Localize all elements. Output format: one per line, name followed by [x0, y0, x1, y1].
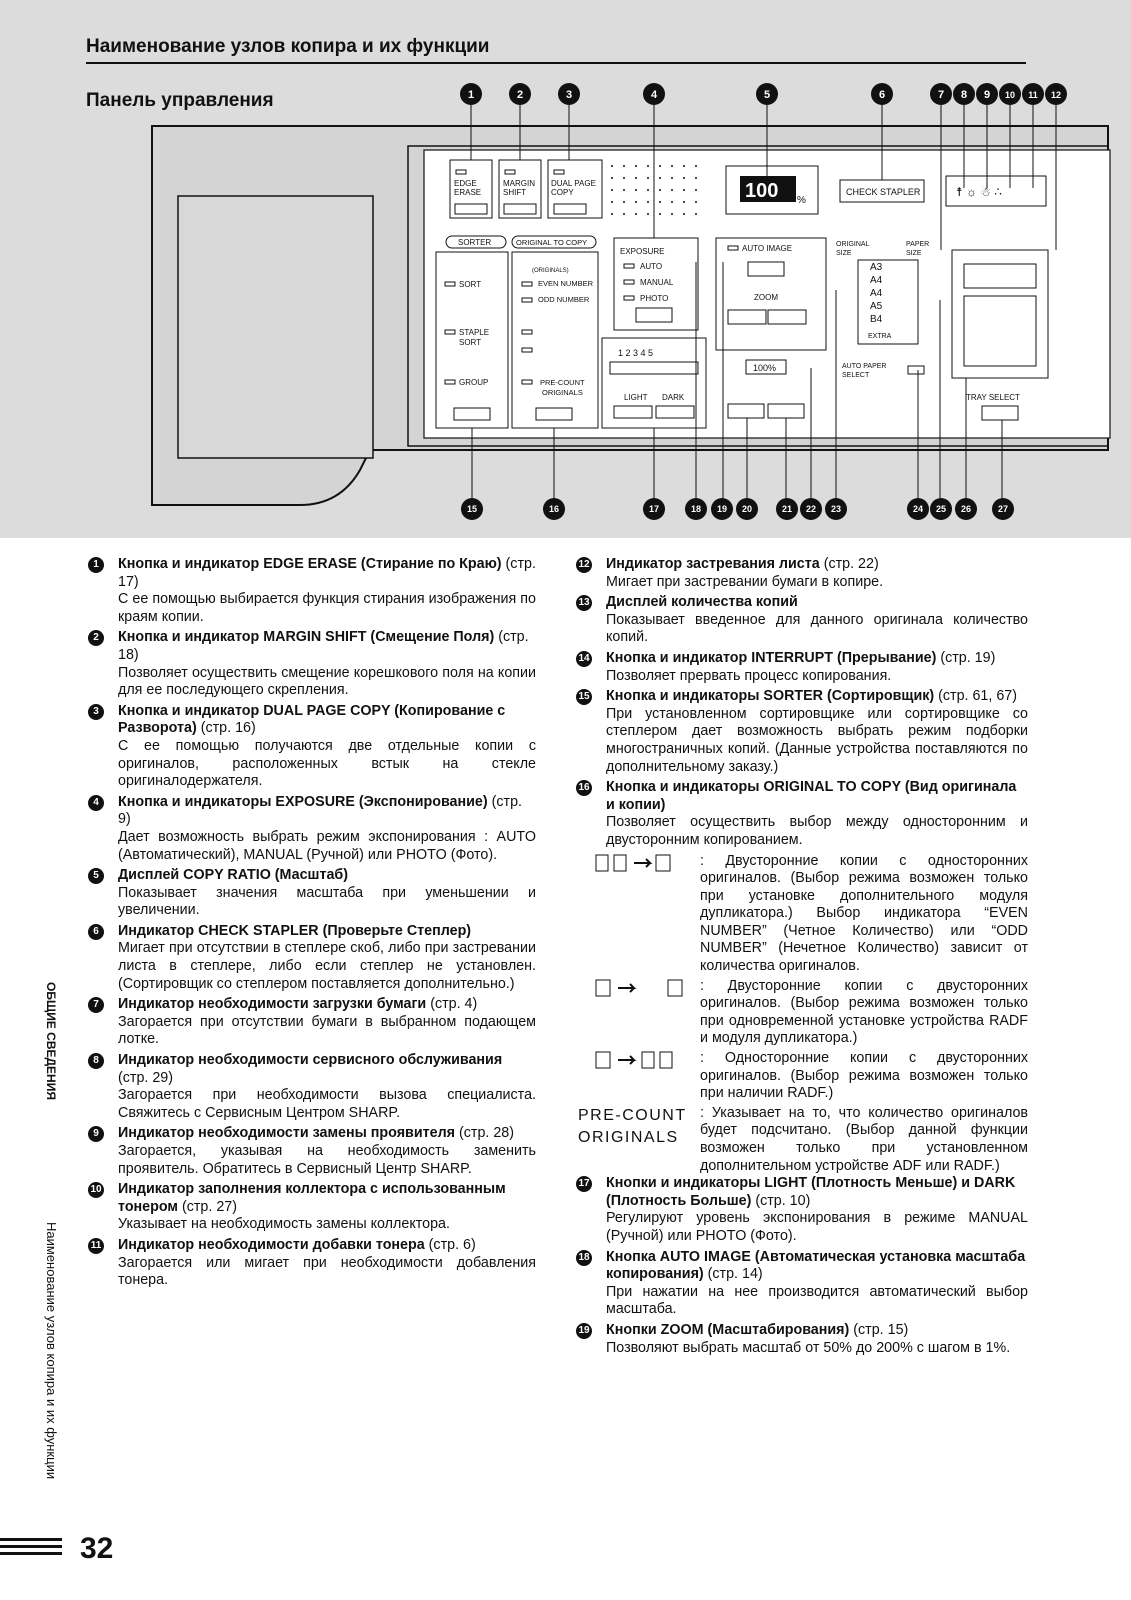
item-page: (стр. 10) — [751, 1192, 811, 1209]
item-page: (стр. 16) — [196, 720, 256, 737]
section-title: Панель управления — [86, 90, 274, 111]
svg-text:8: 8 — [960, 89, 968, 101]
svg-text:16: 16 — [548, 504, 560, 514]
description-item — [576, 779, 1028, 849]
svg-text:(ORIGINALS): (ORIGINALS) — [532, 268, 569, 274]
description-item — [88, 703, 536, 791]
svg-text:A4: A4 — [870, 288, 883, 299]
original-to-copy-control — [512, 236, 598, 428]
svg-text:DARK: DARK — [662, 393, 685, 402]
callout-number: 19 — [576, 1323, 592, 1339]
item-title: Индикатор CHECK STAPLER (Проверьте Степлер) — [118, 922, 472, 939]
item-description: С ее помощью выбирается функция стирания изображения по краям копии. — [118, 591, 536, 625]
svg-text:4: 4 — [650, 89, 658, 101]
description-item — [88, 1125, 536, 1178]
copy-mode-icon — [594, 1050, 702, 1070]
item-page: (стр. 27) — [178, 1198, 237, 1215]
item-title: Дисплей количества копий — [606, 594, 798, 611]
item-description: С ее помощью получаются две отдельные копии с оригиналов, расположенных встык на стекле оригиналодержателя. — [118, 737, 536, 790]
pre-count-label: PRE-COUNT ORIGINALS — [578, 1106, 687, 1146]
svg-text:12: 12 — [1050, 90, 1062, 100]
item-title: Индикатор застревания листа — [606, 556, 820, 572]
svg-text:A3: A3 — [870, 262, 883, 273]
svg-text:ORIGINAL TO COPY: ORIGINAL TO COPY — [516, 238, 588, 247]
copy-mode-icon — [594, 853, 702, 873]
description-item — [88, 629, 536, 699]
svg-text:EXPOSURE: EXPOSURE — [620, 247, 665, 256]
svg-text:3: 3 — [565, 89, 573, 101]
svg-text:25: 25 — [935, 504, 947, 514]
description-item — [88, 923, 536, 993]
description-item — [576, 650, 1028, 685]
description-item — [88, 1181, 536, 1234]
svg-text:PAPERSIZE: PAPER SIZE — [906, 241, 930, 257]
item-title: Индикатор заполнения коллектора с использованным тонером — [118, 1181, 506, 1215]
item-title: Индикатор необходимости загрузки бумаги — [118, 996, 427, 1013]
svg-text:18: 18 — [690, 504, 702, 514]
item-title: Кнопки ZOOM (Масштабирования) — [606, 1321, 850, 1338]
item-title: Индикатор необходимости сервисного обслуживания — [118, 1052, 503, 1069]
svg-text:A5: A5 — [870, 301, 883, 312]
callout-number: 12 — [576, 557, 592, 573]
svg-text:LIGHT: LIGHT — [624, 393, 648, 402]
svg-text:15: 15 — [466, 504, 478, 514]
item-title: Кнопка и индикаторы EXPOSURE (Экспонирование) — [118, 793, 488, 810]
svg-text:100: 100 — [745, 180, 779, 202]
edge-erase-control — [450, 160, 492, 218]
item-title: Индикатор необходимости замены проявителя — [118, 1125, 456, 1142]
control-panel-diagram — [0, 0, 1131, 538]
pre-count-text: : Указывает на то, что количество оригиналов будет подсчитано. (Выбор данной функции возможен только при установленном дополнительном устройстве ADF или RADF.) — [700, 1104, 1028, 1174]
copy-mode-text: : Двусторонние копии с односторонних оригиналов. (Выбор режима возможен только при установке дополнительного модуля дупликатора.) Выбор индикатора “EVEN NUMBER” (Четное Количество) или “ODD NUMBER” (Нечетное Количество) зависит от количества оригиналов. — [700, 852, 1028, 975]
svg-text:100%: 100% — [753, 363, 777, 373]
description-item — [88, 1052, 536, 1122]
item-title: Кнопки и индикаторы LIGHT (Плотность Меньше) и DARK (Плотность Больше) — [606, 1175, 1016, 1209]
svg-text:6: 6 — [878, 89, 886, 101]
svg-text:MANUAL: MANUAL — [640, 278, 674, 287]
svg-text:PRE-COUNTORIGINALS: PRE-COUNT ORIGINALS — [540, 378, 585, 397]
page-number: 32 — [80, 1532, 114, 1565]
callout-number: 18 — [576, 1250, 592, 1266]
item-page: (стр. 28) — [455, 1125, 515, 1142]
item-page: (стр. 18) — [118, 629, 529, 663]
svg-text:24: 24 — [912, 504, 924, 514]
svg-text:%: % — [797, 195, 806, 206]
callout-number: 1 — [88, 557, 104, 573]
sidebar-section: ОБЩИЕ СВЕДЕНИЯ — [44, 982, 58, 1100]
callout-number: 2 — [88, 630, 104, 646]
svg-text:21: 21 — [781, 504, 793, 514]
item-page: (стр. 6) — [424, 1236, 476, 1253]
svg-text:26: 26 — [960, 504, 972, 514]
copy-mode-item — [606, 1050, 1028, 1103]
item-description: Дает возможность выбрать режим экспонирования : AUTO (Автоматический), MANUAL (Ручной) или PHOTO (Фото). — [118, 828, 536, 863]
callout-number: 8 — [88, 1053, 104, 1069]
callout-number: 16 — [576, 780, 592, 796]
svg-text:STAPLESORT: STAPLE SORT — [459, 328, 490, 347]
item-description: Показывает значения масштаба при уменьшении и увеличении. — [118, 884, 536, 919]
pre-count-item — [578, 1104, 1028, 1175]
sorter-control — [436, 236, 508, 428]
copy-mode-item — [606, 853, 1028, 976]
callout-number: 5 — [88, 868, 104, 884]
description-item — [576, 556, 1028, 591]
item-page: (стр. 19) — [936, 649, 996, 666]
description-item — [576, 594, 1028, 647]
item-description: Загорается при отсутствии бумаги в выбранном подающем лотке. — [118, 1013, 536, 1048]
copy-mode-text: : Односторонние копии с двусторонних оригиналов. (Выбор режима возможен только при наличии RADF.) — [700, 1050, 1028, 1102]
svg-text:27: 27 — [997, 504, 1009, 514]
item-description: Указывает на необходимость замены коллектора. — [118, 1216, 450, 1233]
svg-text:AUTO IMAGE: AUTO IMAGE — [742, 244, 793, 253]
copy-mode-icon — [594, 978, 702, 998]
svg-text:EXTRA: EXTRA — [868, 333, 892, 340]
callout-number: 15 — [576, 689, 592, 705]
svg-text:22: 22 — [805, 504, 817, 514]
item-title: Кнопка и индикаторы ORIGINAL TO COPY (Вид оригинала и копии) — [606, 779, 1017, 813]
margin-shift-control — [499, 160, 541, 218]
item-description: Позволяют выбрать масштаб от 50% до 200% с шагом в 1%. — [606, 1339, 1011, 1356]
item-page: (стр. 9) — [118, 793, 523, 828]
callout-number: 13 — [576, 595, 592, 611]
original-to-copy-modes — [576, 853, 1028, 1103]
callout-number: 7 — [88, 997, 104, 1013]
dual-page-copy-control — [548, 160, 602, 218]
item-page: (стр. 61, 67) — [934, 688, 1017, 705]
exposure-control — [614, 238, 698, 330]
svg-text:B4: B4 — [870, 314, 883, 325]
svg-text:17: 17 — [648, 504, 660, 514]
svg-text:19: 19 — [716, 504, 728, 514]
callout-number: 10 — [88, 1182, 104, 1198]
svg-text:A4: A4 — [870, 275, 883, 286]
callout-number: 17 — [576, 1176, 592, 1192]
callout-number: 14 — [576, 651, 592, 667]
callout-number: 11 — [88, 1238, 104, 1254]
svg-text:23: 23 — [830, 504, 842, 514]
svg-text:5: 5 — [763, 89, 771, 101]
svg-text:10: 10 — [1004, 90, 1016, 100]
copy-mode-item — [606, 978, 1028, 1048]
item-description: Мигает при отсутствии в степлере скоб, либо при застревании листа в степлере, либо если степлер не установлен. (Сортировщик со степлером поставляется дополнительно.) — [118, 940, 536, 992]
warning-indicators — [946, 176, 1046, 206]
svg-text:AUTO: AUTO — [640, 262, 663, 271]
item-title: Кнопка AUTO IMAGE (Автоматическая установка масштаба копирования) — [606, 1248, 1026, 1283]
svg-text:1 2 3 4 5: 1 2 3 4 5 — [618, 348, 654, 358]
item-page: (стр. 29) — [118, 1069, 174, 1086]
item-description: Показывает введенное для данного оригинала количество копий. — [606, 611, 1028, 646]
svg-text:ZOOM: ZOOM — [754, 293, 778, 302]
item-description: Регулируют уровень экспонирования в режиме MANUAL (Ручной) или PHOTO (Фото). — [606, 1210, 1028, 1244]
item-title: Кнопка и индикаторы SORTER (Сортировщик) — [606, 688, 935, 705]
description-item — [576, 1175, 1028, 1245]
callout-number: 4 — [88, 795, 104, 811]
svg-text:SORTER: SORTER — [458, 238, 492, 247]
svg-text:AUTO PAPERSELECT: AUTO PAPER SELECT — [842, 363, 887, 379]
svg-text:CHECK STAPLER: CHECK STAPLER — [846, 187, 921, 197]
item-description: При установленном сортировщике или сортировщике со степлером дает возможность выбрать режим подборки многостраничных копий. (Данные устройства поставляются по дополнительному заказу.) — [606, 705, 1028, 775]
item-page: (стр. 22) — [819, 556, 879, 572]
copy-mode-text: : Двусторонние копии с двусторонних оригиналов. (Выбор режима возможен только при одновременной установке устройства RADF и модуля дупликатора.) — [700, 977, 1028, 1047]
item-page: (стр. 17) — [118, 556, 536, 590]
description-item — [88, 1237, 536, 1290]
light-dark-control — [602, 338, 706, 428]
svg-text:ODD NUMBER: ODD NUMBER — [538, 295, 590, 304]
item-description: При нажатии на нее производится автоматический выбор масштаба. — [606, 1283, 1028, 1318]
check-stapler-indicator — [840, 180, 924, 202]
item-title: Индикатор необходимости добавки тонера — [118, 1236, 425, 1253]
item-description: Загорается при необходимости вызова специалиста. Свяжитесь с Сервисным Центром SHARP. — [118, 1087, 536, 1121]
item-page: (стр. 4) — [426, 996, 478, 1013]
description-item — [576, 688, 1028, 776]
svg-text:20: 20 — [741, 504, 753, 514]
svg-text:11: 11 — [1028, 90, 1038, 100]
item-title: Кнопка и индикатор EDGE ERASE (Стирание по Краю) — [118, 556, 502, 572]
right-column — [576, 556, 1028, 1360]
item-description: Загорается, указывая на необходимость заменить проявитель. Обратитесь в Сервисный Центр SHARP. — [118, 1143, 536, 1177]
item-description: Позволяет прервать процесс копирования. — [606, 667, 892, 684]
item-page: (стр. 14) — [703, 1266, 763, 1283]
item-description: Позволяет осуществить смещение корешкового поля на копии для ее последующего скрепления. — [118, 664, 536, 699]
callout-number: 3 — [88, 704, 104, 720]
page-title: Наименование узлов копира и их функции — [86, 36, 490, 57]
svg-text:SORT: SORT — [459, 280, 482, 289]
svg-text:EVEN NUMBER: EVEN NUMBER — [538, 279, 594, 288]
description-item — [576, 1322, 1028, 1357]
description-item — [88, 996, 536, 1049]
item-description: Позволяет осуществить выбор между односторонним и двусторонним копированием. — [606, 814, 1028, 848]
description-item — [88, 556, 536, 626]
document-glass-panel — [178, 196, 373, 458]
callout-number: 9 — [88, 1126, 104, 1142]
svg-text:2: 2 — [516, 89, 524, 101]
left-column — [88, 556, 536, 1293]
copy-ratio-display — [726, 166, 818, 214]
svg-text:GROUP: GROUP — [459, 378, 489, 387]
callout-number: 6 — [88, 924, 104, 940]
svg-text:DUAL PAGECOPY: DUAL PAGE COPY — [551, 179, 596, 197]
svg-text:MARGINSHIFT: MARGIN SHIFT — [503, 179, 535, 197]
svg-text:1: 1 — [467, 89, 475, 101]
svg-text:EDGEERASE: EDGE ERASE — [454, 179, 482, 197]
item-description: Загорается или мигает при необходимости добавления тонера. — [118, 1254, 536, 1289]
description-item — [576, 1249, 1028, 1319]
description-item — [88, 867, 536, 920]
svg-text:PHOTO: PHOTO — [640, 294, 669, 303]
item-title: Кнопка и индикатор DUAL PAGE COPY (Копирование с Разворота) — [118, 702, 506, 737]
item-title: Дисплей COPY RATIO (Масштаб) — [118, 867, 348, 884]
sidebar-chapter: Наименование узлов копира и их функции — [44, 1222, 59, 1480]
item-page: (стр. 15) — [849, 1321, 909, 1338]
svg-text:9: 9 — [983, 89, 991, 101]
item-description: Мигает при застревании бумаги в копире. — [606, 573, 884, 590]
item-title: Кнопка и индикатор MARGIN SHIFT (Смещение Поля) — [118, 629, 495, 646]
item-title: Кнопка и индикатор INTERRUPT (Прерывание) — [606, 649, 937, 666]
svg-text:TRAY SELECT: TRAY SELECT — [966, 393, 1020, 402]
svg-text:☨ ☼ ☃ ∴: ☨ ☼ ☃ ∴ — [956, 185, 1002, 199]
page-bars — [0, 1538, 62, 1559]
description-item — [88, 794, 536, 864]
svg-text:ORIGINALSIZE: ORIGINAL SIZE — [836, 241, 870, 257]
svg-text:7: 7 — [937, 89, 945, 101]
